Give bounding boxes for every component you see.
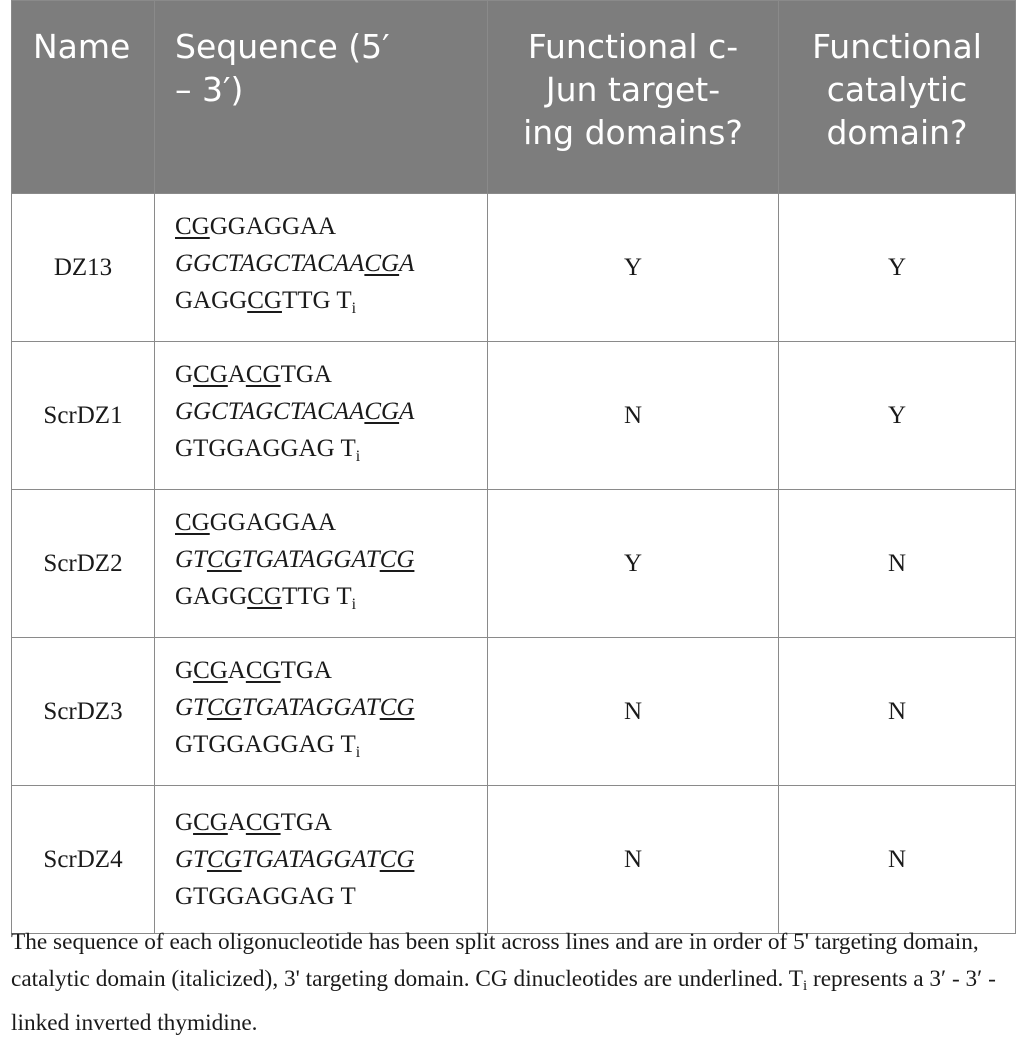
table-row — [12, 786, 1016, 934]
catalytic-flag-cell: N — [779, 786, 1016, 934]
sequence-segment: GGAGGAA — [209, 213, 337, 240]
header-catalytic — [779, 1, 1016, 194]
cg-dinucleotide: CG — [364, 398, 400, 425]
three-prime-targeting-line — [175, 430, 487, 475]
oligo-name-cell: ScrDZ4 — [12, 786, 155, 934]
header-targeting-line: Jun target- — [545, 70, 721, 109]
sequence-segment: A — [227, 809, 246, 836]
footnote-text: The sequence of each oligonucleotide has been split across lines and are in order of 5' targeting domain, catalytic domain (italicized), 3' targeting domain. CG dinucleotides are underlined. T — [11, 929, 979, 992]
catalytic-domain-line — [175, 393, 487, 430]
sequence-segment: TTG T — [281, 583, 352, 610]
oligonucleotide-table — [11, 0, 1016, 934]
sequence-segment: TGA — [280, 361, 332, 388]
targeting-flag-cell: N — [488, 638, 779, 786]
three-prime-targeting-line — [175, 578, 487, 623]
sequence-segment: G — [175, 657, 194, 684]
targeting-flag-cell: Y — [488, 490, 779, 638]
oligo-name-cell: ScrDZ2 — [12, 490, 155, 638]
inverted-thymidine-subscript: i — [351, 300, 357, 317]
sequence-cell — [155, 194, 488, 342]
sequence-segment: TGATAGGAT — [241, 694, 380, 721]
inverted-thymidine-subscript: i — [355, 744, 361, 761]
sequence-segment: A — [227, 657, 246, 684]
sequence-segment: GT — [175, 694, 207, 721]
cg-dinucleotide: CG — [245, 361, 281, 388]
targeting-flag-cell: N — [488, 786, 779, 934]
cg-dinucleotide: CG — [193, 809, 228, 836]
sequence-segment: A — [399, 250, 415, 277]
sequence-segment: GGAGGAA — [209, 509, 337, 536]
table-row — [12, 194, 1016, 342]
five-prime-targeting-line — [175, 652, 487, 689]
cg-dinucleotide: CG — [379, 546, 415, 573]
targeting-flag-cell: N — [488, 342, 779, 490]
sequence-segment: GAGG — [175, 287, 248, 314]
header-sequence-line: – 3′) — [175, 70, 244, 109]
table-body — [12, 194, 1016, 934]
cg-dinucleotide: CG — [175, 509, 210, 536]
cg-dinucleotide: CG — [379, 846, 415, 873]
header-targeting — [488, 1, 779, 194]
header-name — [12, 1, 155, 194]
sequence-segment: G — [175, 809, 194, 836]
sequence-cell — [155, 786, 488, 934]
cg-dinucleotide: CG — [379, 694, 415, 721]
sequence-segment: A — [399, 398, 415, 425]
five-prime-targeting-line — [175, 208, 487, 245]
cg-dinucleotide: CG — [193, 361, 228, 388]
footnote-subscript: i — [802, 978, 808, 994]
oligo-name-cell: ScrDZ1 — [12, 342, 155, 490]
table-row — [12, 638, 1016, 786]
catalytic-flag-cell: Y — [779, 194, 1016, 342]
header-catalytic-line: domain? — [826, 113, 968, 152]
header-targeting-line: Functional c- — [527, 27, 739, 66]
table-row — [12, 342, 1016, 490]
three-prime-targeting-line — [175, 282, 487, 327]
five-prime-targeting-line — [175, 804, 487, 841]
cg-dinucleotide: CG — [247, 583, 282, 610]
sequence-segment: TGA — [280, 809, 332, 836]
sequence-segment: GGCTAGCTACAA — [175, 250, 365, 277]
cg-dinucleotide: CG — [206, 694, 242, 721]
sequence-segment: TTG T — [281, 287, 352, 314]
five-prime-targeting-line — [175, 356, 487, 393]
sequence-cell — [155, 342, 488, 490]
targeting-flag-cell: Y — [488, 194, 779, 342]
sequence-segment: G — [175, 361, 194, 388]
inverted-thymidine-subscript: i — [355, 448, 361, 465]
sequence-segment: GTGGAGGAG T — [175, 883, 356, 910]
three-prime-targeting-line — [175, 878, 487, 915]
catalytic-domain-line — [175, 689, 487, 726]
sequence-segment: GT — [175, 546, 207, 573]
header-catalytic-line: catalytic — [826, 70, 968, 109]
sequence-segment: TGATAGGAT — [241, 546, 380, 573]
header-targeting-line: ing domains? — [523, 113, 743, 152]
five-prime-targeting-line — [175, 504, 487, 541]
footnote-text: represents a 3′ - 3′ -linked inverted thymidine. — [11, 966, 996, 1036]
catalytic-flag-cell: N — [779, 490, 1016, 638]
cg-dinucleotide: CG — [193, 657, 228, 684]
oligo-name-cell: ScrDZ3 — [12, 638, 155, 786]
cg-dinucleotide: CG — [247, 287, 282, 314]
cg-dinucleotide: CG — [245, 809, 281, 836]
catalytic-domain-line — [175, 541, 487, 578]
sequence-segment: GGCTAGCTACAA — [175, 398, 365, 425]
cg-dinucleotide: CG — [206, 546, 242, 573]
cg-dinucleotide: CG — [364, 250, 400, 277]
sequence-segment: GTGGAGGAG T — [175, 435, 356, 462]
table-footnote — [11, 924, 1021, 1042]
oligo-name-cell: DZ13 — [12, 194, 155, 342]
sequence-segment: TGATAGGAT — [241, 846, 380, 873]
header-name-line: Name — [33, 27, 131, 66]
catalytic-domain-line — [175, 245, 487, 282]
cg-dinucleotide: CG — [245, 657, 281, 684]
catalytic-flag-cell: N — [779, 638, 1016, 786]
inverted-thymidine-subscript: i — [351, 596, 357, 613]
sequence-segment: TGA — [280, 657, 332, 684]
cg-dinucleotide: CG — [175, 213, 210, 240]
catalytic-flag-cell: Y — [779, 342, 1016, 490]
header-row — [12, 1, 1016, 194]
sequence-segment: GT — [175, 846, 207, 873]
catalytic-domain-line — [175, 841, 487, 878]
header-sequence-line: Sequence (5′ — [175, 27, 390, 66]
sequence-segment: GAGG — [175, 583, 248, 610]
sequence-cell — [155, 490, 488, 638]
cg-dinucleotide: CG — [206, 846, 242, 873]
sequence-cell — [155, 638, 488, 786]
header-catalytic-line: Functional — [812, 27, 982, 66]
sequence-segment: GTGGAGGAG T — [175, 731, 356, 758]
sequence-segment: A — [227, 361, 246, 388]
header-sequence — [155, 1, 488, 194]
table-row — [12, 490, 1016, 638]
three-prime-targeting-line — [175, 726, 487, 771]
